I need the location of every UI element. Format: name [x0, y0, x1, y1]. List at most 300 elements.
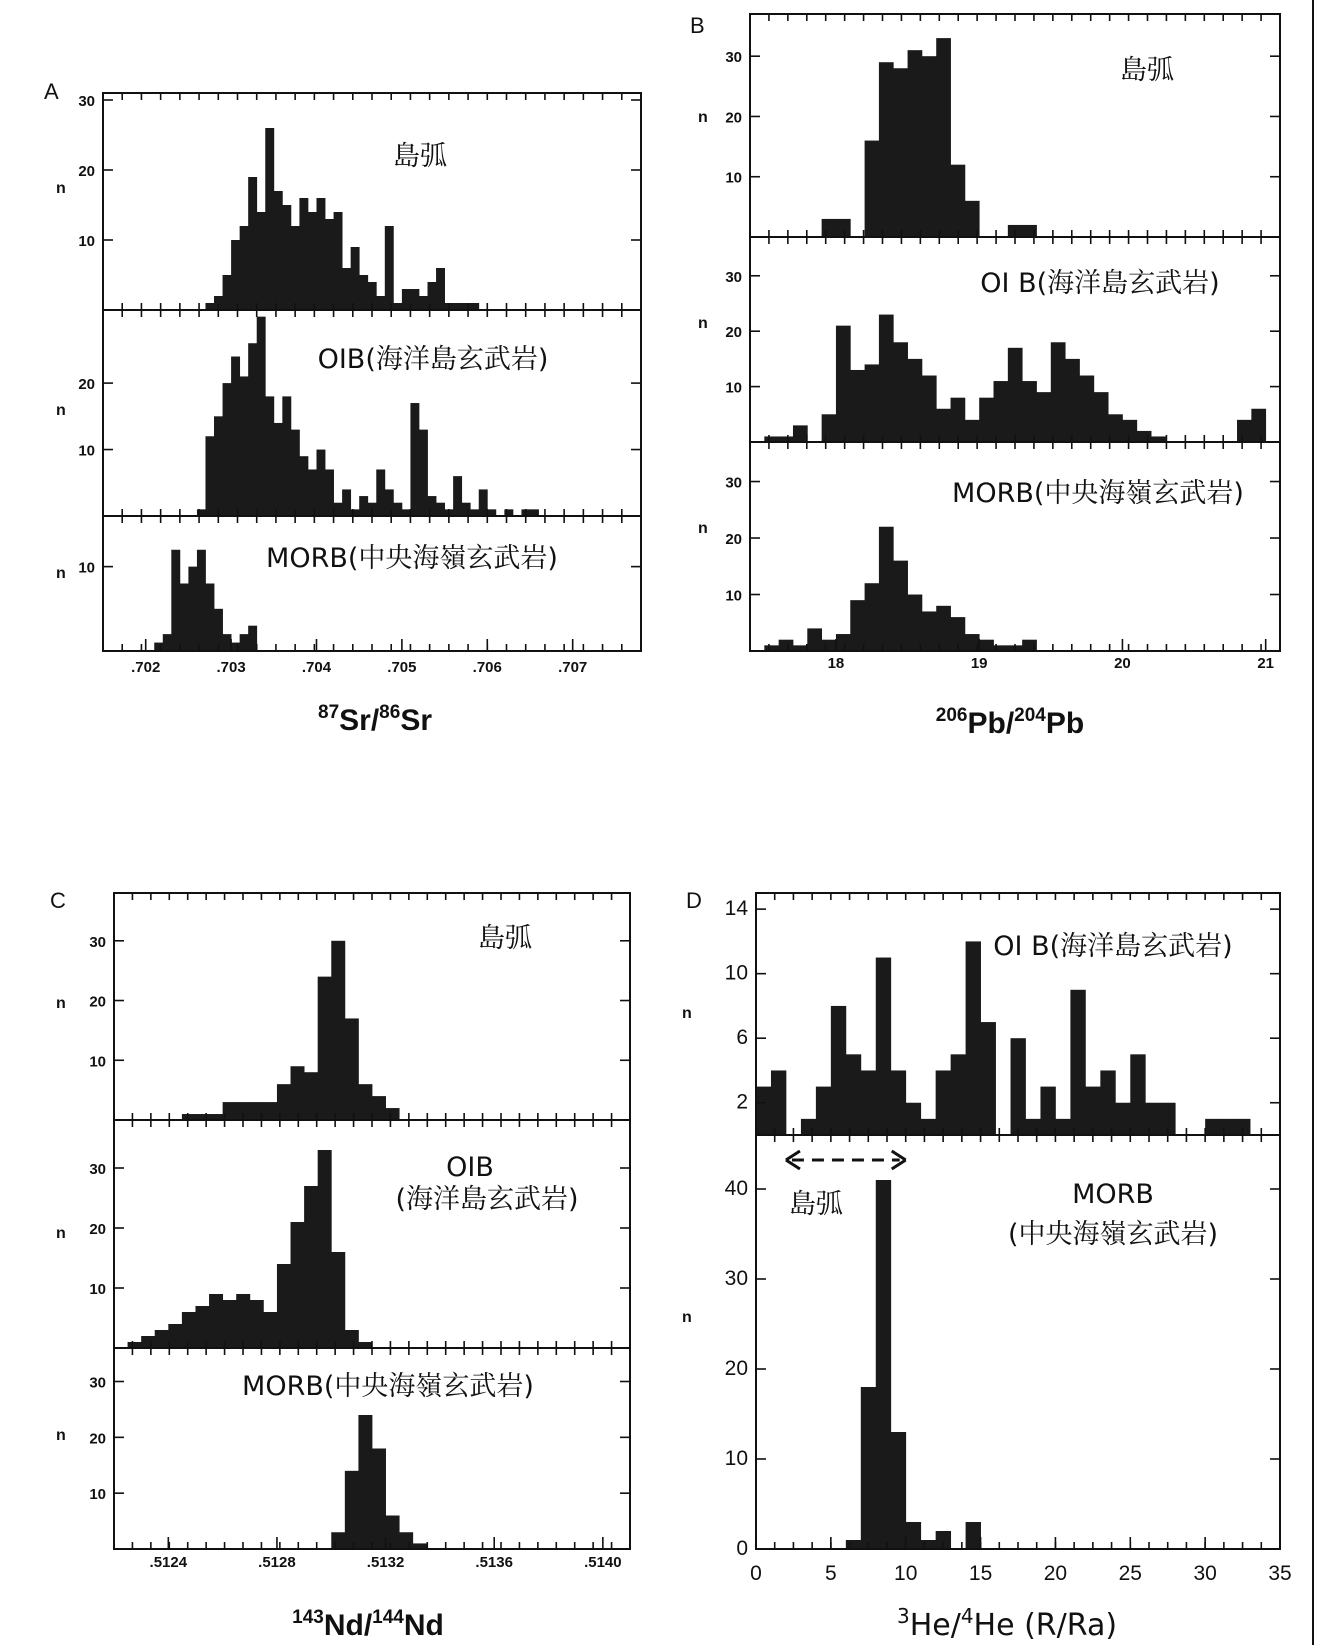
histogram-bar [1130, 1054, 1145, 1135]
histogram-bar [342, 268, 351, 310]
histogram-bar [779, 640, 794, 651]
histogram-bar [876, 958, 891, 1135]
y-axis-label: n [56, 402, 66, 419]
histogram-bar [325, 219, 334, 310]
histogram-bar [453, 476, 462, 516]
histogram-bar [155, 1330, 169, 1348]
series-label: 島弧 [393, 141, 447, 172]
x-label-part: (R/Ra) [1014, 1608, 1118, 1643]
histogram-bar [359, 275, 368, 310]
histogram-bar [836, 634, 851, 651]
histogram-bar [265, 128, 274, 310]
histogram-bar [376, 296, 385, 310]
histogram-bar [1137, 431, 1152, 442]
subplot-c-1 [56, 923, 630, 1120]
y-tick-label: 30 [724, 1267, 748, 1290]
histogram-bar [304, 1072, 318, 1120]
histogram-bar [197, 550, 206, 651]
histogram-bar [865, 583, 880, 651]
series-label: OI B(海洋島玄武岩) [980, 268, 1220, 299]
x-tick-label: .705 [387, 659, 417, 676]
histogram-bar [879, 315, 894, 442]
x-axis-label [292, 1607, 444, 1642]
y-tick-label: 10 [78, 233, 95, 250]
histogram-bar [891, 1432, 906, 1549]
y-tick-label: 10 [724, 1447, 748, 1470]
histogram-bar [410, 403, 419, 516]
y-tick-label: 30 [725, 474, 742, 492]
histogram-bar [240, 634, 249, 651]
y-axis-label: n [56, 1225, 66, 1242]
histogram-bar [861, 1070, 876, 1135]
histogram-bar [951, 1054, 966, 1135]
histogram-bar [318, 977, 332, 1120]
histogram-bar [793, 425, 808, 442]
x-label-part: Pb [1045, 707, 1085, 740]
x-tick-label: .5136 [475, 1554, 513, 1571]
series-label: MORB(中央海嶺玄武岩) [242, 1371, 534, 1402]
histogram-bar [1100, 1070, 1115, 1135]
y-tick-label: 20 [89, 1221, 106, 1238]
histogram-bar [376, 469, 385, 516]
y-tick-label: 10 [725, 169, 742, 187]
histogram-bar [1122, 420, 1137, 442]
histogram-bar [936, 38, 951, 237]
histogram-bar [836, 326, 851, 442]
histogram-bar [248, 177, 257, 310]
y-tick-label: 10 [78, 442, 95, 460]
x-label-superscript: 3 [896, 1604, 910, 1628]
histogram-bar [994, 381, 1009, 442]
histogram-bar [836, 219, 851, 237]
histogram-bar [1145, 1103, 1160, 1135]
histogram-bar [180, 584, 189, 652]
histogram-bar [893, 342, 908, 442]
histogram-bar [171, 550, 180, 651]
x-axis-label [897, 1604, 1117, 1643]
y-tick-label: 30 [89, 1161, 106, 1178]
panel-letter: D [686, 888, 702, 913]
x-tick-label: 25 [1118, 1562, 1142, 1585]
histogram-bar [936, 606, 951, 651]
series-label: OI B(海洋島玄武岩) [993, 931, 1233, 962]
panel-b [690, 13, 1280, 740]
y-tick-label: 30 [725, 268, 742, 286]
histogram-bar [908, 359, 923, 442]
histogram-bar [908, 595, 923, 651]
histogram-bar [479, 489, 488, 516]
arrow-label: 島弧 [788, 1189, 843, 1220]
x-label-part: / [950, 1608, 961, 1643]
histogram-bar [223, 1300, 237, 1348]
y-tick-label: 20 [725, 531, 742, 549]
y-axis-label: n [682, 1005, 692, 1022]
subplot-b-2 [698, 268, 1280, 442]
x-label-part: / [363, 1609, 373, 1642]
histogram-bar [291, 1222, 305, 1348]
subplot-b-1 [698, 38, 1280, 237]
histogram-bar [876, 1180, 891, 1549]
histogram-bar [223, 634, 232, 651]
histogram-bar [865, 141, 880, 237]
x-label-part: Sr [400, 704, 432, 737]
histogram-bar [308, 212, 317, 310]
histogram-bar [756, 1087, 771, 1135]
series-label: MORB(中央海嶺玄武岩) [952, 478, 1244, 509]
series-label-sub: (中央海嶺玄武岩) [1007, 1219, 1219, 1250]
histogram-bar [282, 396, 291, 516]
y-axis-label: n [56, 1427, 66, 1444]
y-tick-label: 20 [78, 376, 95, 394]
histogram-bar [331, 941, 345, 1120]
histogram-bar [205, 303, 214, 310]
histogram-bar [168, 1324, 182, 1348]
subplot-a-1 [56, 93, 641, 310]
x-tick-label: .707 [558, 659, 588, 676]
histogram-bar [214, 416, 223, 516]
histogram-bar [1205, 1119, 1220, 1135]
y-tick-label: 20 [725, 109, 742, 127]
y-tick-label: 20 [89, 1430, 106, 1448]
histogram-bar [922, 611, 937, 651]
series-label: OIB [446, 1152, 494, 1183]
histogram-bar [951, 165, 966, 237]
histogram-bar [182, 1312, 196, 1348]
x-tick-label: 10 [894, 1562, 918, 1585]
histogram-bar [879, 62, 894, 237]
histogram-bar [966, 941, 981, 1135]
y-tick-label: 30 [78, 93, 95, 110]
histogram-bar [351, 247, 360, 310]
subplot-c-3 [56, 1371, 630, 1549]
y-tick-label: 14 [724, 897, 748, 921]
histogram-bar [163, 634, 172, 651]
y-tick-label: 30 [89, 933, 106, 951]
histogram-bar [850, 600, 865, 651]
histogram-bar [771, 1070, 786, 1135]
histogram-bar [386, 1108, 400, 1120]
panel-a [44, 79, 641, 737]
histogram-bar [236, 1294, 250, 1348]
histogram-bar [1025, 1119, 1040, 1135]
histogram-bar [263, 1312, 277, 1348]
subplot-c-2 [56, 1150, 630, 1348]
histogram-bar [936, 1070, 951, 1135]
histogram-bar [240, 226, 249, 310]
histogram-bar [316, 450, 325, 516]
y-tick-label: 30 [725, 49, 742, 67]
histogram-bar [358, 1415, 372, 1549]
subplot-a-2 [56, 317, 641, 516]
histogram-bar [801, 1119, 816, 1135]
y-tick-label: 10 [725, 379, 742, 397]
histogram-bar [879, 527, 894, 651]
x-tick-label: 0 [750, 1562, 762, 1585]
histogram-bar [1055, 1119, 1070, 1135]
histogram-bar [981, 1022, 996, 1135]
histogram-bar [1011, 1038, 1026, 1135]
series-label: MORB [1072, 1179, 1154, 1210]
histogram-bar [393, 303, 402, 310]
histogram-bar [263, 1102, 277, 1120]
histogram-bar [291, 226, 300, 310]
histogram-bar [1085, 1087, 1100, 1135]
histogram-bar [325, 469, 334, 516]
x-tick-label: .704 [301, 659, 332, 676]
histogram-bar [831, 1006, 846, 1135]
x-tick-label: 18 [827, 655, 845, 672]
y-tick-label: 10 [89, 1486, 106, 1504]
x-tick-label: 20 [1114, 655, 1131, 672]
histogram-bar [223, 275, 232, 310]
y-tick-label: 30 [89, 1374, 106, 1392]
histogram-bar [372, 1449, 386, 1550]
histogram-bar [436, 503, 445, 516]
x-label-superscript: 206 [935, 705, 968, 726]
y-tick-label: 6 [736, 1026, 748, 1050]
x-tick-label: .706 [472, 659, 502, 676]
y-axis-label: n [56, 565, 66, 582]
histogram-bar [1051, 342, 1066, 442]
histogram-bar [331, 1252, 345, 1348]
histogram-bar [205, 436, 214, 516]
histogram-bar [393, 503, 402, 516]
histogram-bar [372, 1096, 386, 1120]
x-tick-label: 30 [1193, 1562, 1217, 1585]
histogram-bar [922, 56, 937, 237]
histogram-bar [359, 496, 368, 516]
histogram-bar [436, 268, 445, 310]
plot-frame [750, 14, 1280, 651]
histogram-bar [906, 1103, 921, 1135]
histogram-bar [1094, 392, 1109, 442]
histogram-bar [385, 226, 394, 310]
x-tick-label: 21 [1257, 655, 1275, 672]
subplot-d-2 [682, 1151, 1280, 1560]
histogram-bar [205, 584, 214, 652]
x-axis-label [318, 702, 432, 737]
y-tick-label: 10 [725, 587, 742, 605]
y-axis-label: n [698, 109, 708, 126]
histogram-bar [906, 1522, 921, 1549]
histogram-bar [274, 423, 283, 516]
histogram-bar [966, 1522, 981, 1549]
histogram-bar [231, 240, 240, 310]
x-tick-label: .5128 [258, 1554, 296, 1571]
histogram-bar [850, 370, 865, 442]
histogram-bar [1040, 1087, 1055, 1135]
y-axis-label: n [698, 315, 708, 332]
x-axis-label [936, 705, 1084, 740]
histogram-bar [316, 198, 325, 310]
histogram-bar [402, 289, 411, 310]
x-tick-label: .702 [131, 659, 161, 676]
series-label: 島弧 [478, 923, 532, 954]
histogram-bar [223, 383, 232, 516]
histogram-bar [1237, 420, 1252, 442]
series-label: MORB(中央海嶺玄武岩) [266, 543, 558, 574]
histogram-bar [979, 398, 994, 442]
panel-letter: B [690, 13, 705, 38]
x-label-part: / [370, 704, 380, 737]
panel-letter: C [50, 888, 66, 913]
histogram-bar [399, 1532, 413, 1549]
histogram-bar [342, 489, 351, 516]
histogram-bar [893, 561, 908, 651]
histogram-bar [331, 1532, 345, 1549]
x-tick-label: .5124 [149, 1554, 188, 1571]
y-tick-label: 10 [89, 1053, 106, 1071]
histogram-bar [908, 50, 923, 237]
histogram-bar [1220, 1119, 1235, 1135]
panel-letter: A [44, 79, 59, 104]
histogram-bar [141, 1336, 155, 1348]
histogram-bar [345, 1471, 359, 1549]
histogram-bar [1036, 392, 1051, 442]
x-tick-label: 19 [970, 655, 988, 672]
histogram-bar [209, 1294, 223, 1348]
histogram-bar [1251, 409, 1266, 442]
histogram-bar [816, 1087, 831, 1135]
y-tick-label: 0 [736, 1537, 748, 1560]
histogram-bar [345, 1330, 359, 1348]
histogram-bar [257, 317, 266, 516]
y-tick-label: 10 [89, 1281, 106, 1298]
series-label: 島弧 [1120, 55, 1174, 86]
histogram-bar [410, 289, 419, 310]
x-label-part: Nd [403, 1609, 444, 1642]
histogram-bar [1115, 1103, 1130, 1135]
histogram-bar [188, 567, 197, 651]
histogram-bar [419, 296, 428, 310]
histogram-bar [1070, 990, 1085, 1135]
histogram-bar [822, 219, 837, 237]
histogram-bar [922, 376, 937, 442]
histogram-bar [282, 205, 291, 310]
x-tick-label: 20 [1043, 1562, 1068, 1585]
x-label-superscript: 144 [372, 1607, 404, 1628]
y-tick-label: 10 [78, 559, 95, 577]
x-label-part: Sr [339, 704, 371, 737]
histogram-bar [470, 303, 479, 310]
histogram-bar [979, 640, 994, 651]
histogram-bar [822, 414, 837, 442]
histogram-bar [1022, 381, 1037, 442]
series-label: OIB(海洋島玄武岩) [317, 344, 549, 375]
histogram-bar [334, 212, 343, 310]
histogram-bar [358, 1084, 372, 1120]
y-tick-label: 20 [78, 163, 95, 180]
histogram-bar [299, 198, 308, 310]
histogram-bar [291, 430, 300, 516]
histogram-bar [419, 430, 428, 516]
histogram-bar [308, 469, 317, 516]
histogram-bar [921, 1540, 936, 1549]
histogram-bar [318, 1150, 332, 1348]
histogram-bar [345, 1018, 359, 1120]
histogram-bar [257, 212, 266, 310]
histogram-bar [462, 503, 471, 516]
x-label-superscript: 143 [292, 1607, 324, 1628]
subplot-b-3 [698, 475, 1280, 651]
panel-d [682, 888, 1292, 1643]
histogram-bar [807, 628, 822, 651]
x-label-part: Pb [967, 707, 1006, 740]
histogram-bar [462, 303, 471, 310]
y-axis-label: n [56, 180, 66, 197]
x-label-superscript: 4 [960, 1604, 974, 1628]
series-label-sub: (海洋島玄武岩) [395, 1184, 579, 1215]
histogram-bar [1065, 359, 1080, 442]
histogram-bar [936, 409, 951, 442]
x-label-superscript: 204 [1014, 705, 1046, 726]
histogram-bar [240, 376, 249, 516]
x-label-superscript: 87 [318, 702, 340, 723]
histogram-bar [291, 1066, 305, 1120]
panel-c [50, 888, 630, 1642]
histogram-bar [154, 643, 163, 651]
y-tick-label: 20 [725, 324, 742, 342]
y-tick-label: 20 [724, 1357, 748, 1380]
histogram-bar [248, 343, 257, 516]
y-tick-label: 10 [724, 961, 748, 985]
y-tick-label: 40 [724, 1177, 748, 1200]
x-tick-label: .703 [216, 659, 246, 676]
subplot-d-1 [682, 897, 1280, 1135]
histogram-bar [231, 357, 240, 516]
histogram-bar [277, 1264, 291, 1348]
histogram-bar [385, 489, 394, 516]
y-tick-label: 20 [89, 993, 106, 1011]
histogram-bar [195, 1306, 209, 1348]
histogram-bar [921, 1119, 936, 1135]
histogram-bar [861, 1387, 876, 1549]
x-tick-label: 15 [968, 1562, 993, 1585]
histogram-bar [231, 643, 240, 651]
histogram-bar [304, 1186, 318, 1348]
y-tick-label: 2 [736, 1090, 748, 1114]
histogram-bar [865, 364, 880, 442]
x-label-part: He [909, 1608, 951, 1643]
histogram-bar [334, 503, 343, 516]
y-axis-label: n [698, 520, 708, 537]
x-label-part: He [973, 1608, 1015, 1643]
x-tick-label: 5 [825, 1562, 837, 1585]
x-label-part: / [1005, 707, 1015, 740]
histogram-bar [846, 1540, 861, 1549]
x-label-part: Nd [323, 1609, 364, 1642]
histogram-bar [891, 1070, 906, 1135]
histogram-bar [250, 1300, 264, 1348]
histogram-bar [248, 626, 257, 651]
x-tick-label: 35 [1268, 1562, 1292, 1585]
y-axis-label: n [682, 1309, 692, 1326]
histogram-bar [386, 1516, 400, 1550]
subplot-a-3 [56, 543, 641, 651]
histogram-bar [893, 68, 908, 237]
x-tick-label: .5140 [584, 1554, 622, 1571]
x-label-superscript: 86 [379, 702, 401, 723]
histogram-bar [822, 640, 837, 651]
histogram-bar [299, 456, 308, 516]
y-axis-label: n [56, 995, 66, 1012]
histogram-bar [846, 1054, 861, 1135]
histogram-bar [265, 396, 274, 516]
histogram-bar [274, 191, 283, 310]
histogram-bar [277, 1084, 291, 1120]
histogram-bar [1008, 348, 1023, 442]
histogram-bar [1079, 376, 1094, 442]
